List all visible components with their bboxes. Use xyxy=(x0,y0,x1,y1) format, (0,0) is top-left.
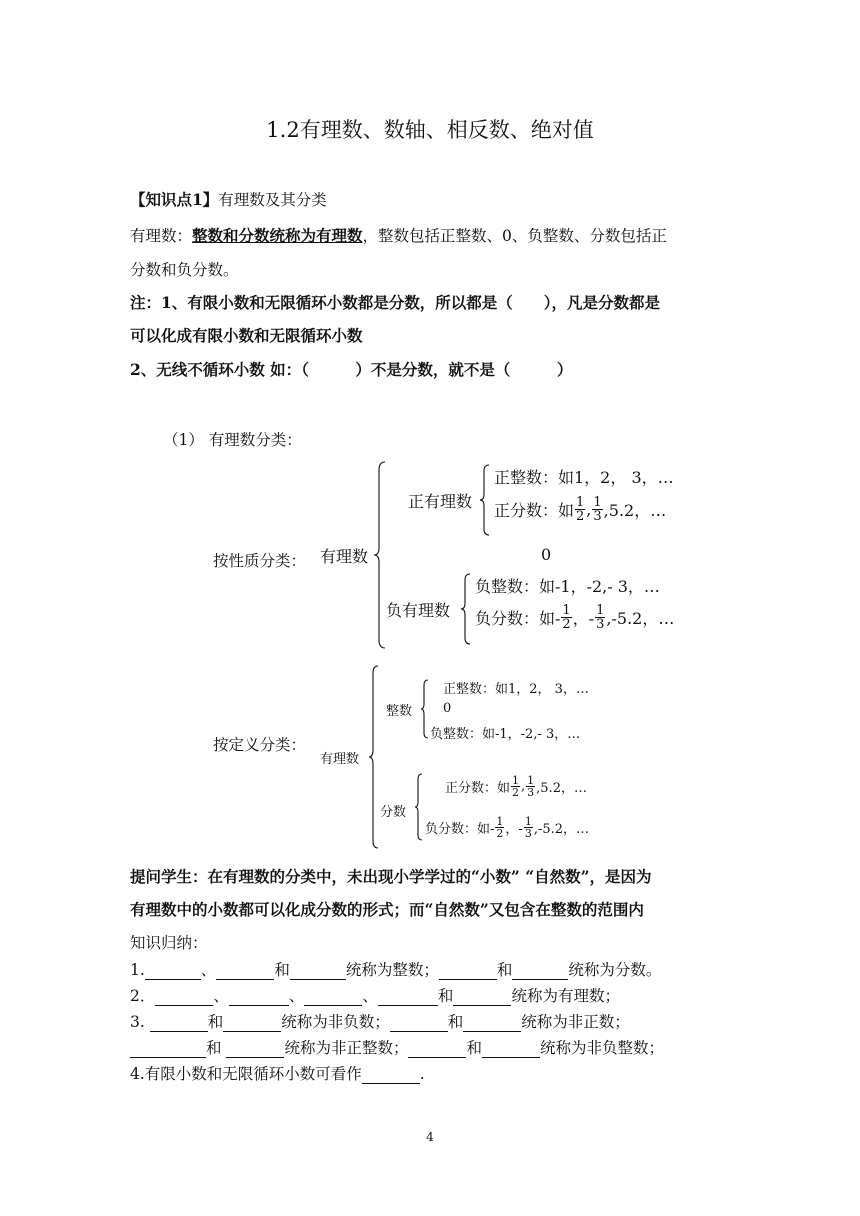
fraction-half xyxy=(495,816,504,839)
tree1-negative-brace xyxy=(460,572,472,646)
summary-line-5 xyxy=(130,1064,425,1084)
definition-lead: 有理数： xyxy=(130,227,193,245)
numerator: 1 xyxy=(496,815,504,828)
tree1-neg-frac xyxy=(475,604,674,631)
denominator: 2 xyxy=(512,786,520,799)
conjunction: 和 xyxy=(437,987,454,1005)
note-1a: 注：1、有限小数和无限循环小数都是分数，所以都是（ ），凡是分数都是 xyxy=(130,293,661,312)
fill-blank[interactable] xyxy=(463,1016,521,1032)
tree2-neg-frac-tail: ,-5.2，… xyxy=(533,822,590,837)
denominator: 3 xyxy=(524,827,532,840)
fill-blank[interactable] xyxy=(390,1016,448,1032)
by-definition-label: 按定义分类： xyxy=(213,736,307,754)
page-number: 4 xyxy=(426,1130,434,1144)
tree1-pos-frac: 正分数：如 $\frac{1}{2}$ , $\frac{1}{3}$ ,5.2，… xyxy=(494,495,667,524)
tree2-zero: 0 xyxy=(443,701,452,716)
summary-line-3 xyxy=(130,1012,630,1032)
summary-line-1 xyxy=(130,960,661,980)
tree1-pos-frac-lead: 正分数：如 xyxy=(494,501,575,520)
denominator: 3 xyxy=(596,617,605,632)
tree2-fraction-brace xyxy=(414,772,424,842)
conjunction: 和 xyxy=(447,1013,464,1031)
summary-text: 4.有限小数和无限循环小数可看作 xyxy=(130,1065,362,1083)
definition-rest: ，整数包括正整数、0、负整数、分数包括正 xyxy=(362,227,667,245)
fraction-half xyxy=(511,775,520,798)
tree1-pos-frac-tail: ,5.2，… xyxy=(603,501,667,520)
conjunction: 和 xyxy=(207,1013,224,1031)
fill-blank[interactable] xyxy=(290,964,346,980)
summary-text: . xyxy=(419,1065,425,1083)
conjunction: 和 xyxy=(274,961,290,979)
tree2-neg-int: 负整数：如-1，-2,- 3，… xyxy=(430,727,581,742)
item-number: 2． xyxy=(130,987,156,1005)
heading-text: 有理数及其分类 xyxy=(218,191,327,209)
fill-blank[interactable] xyxy=(150,1016,208,1032)
fraction-half xyxy=(575,496,585,523)
fill-blank[interactable] xyxy=(130,1042,206,1058)
tree2-pos-int: 正整数：如1，2， 3，… xyxy=(443,682,589,697)
fill-blank[interactable] xyxy=(453,990,511,1006)
numerator: 1 xyxy=(576,495,585,510)
tree1-neg-frac-tail: ,-5.2，… xyxy=(606,609,675,628)
heading-prefix: 【知识点1】 xyxy=(130,190,219,209)
summary-text: 统称为分数。 xyxy=(568,961,662,979)
fill-blank[interactable] xyxy=(439,964,497,980)
question-line-2: 有理数中的小数都可以化成分数的形式；而“自然数”又包含在整数的范围内 xyxy=(130,900,644,919)
numerator: 1 xyxy=(593,495,602,510)
tree2-pos-frac: 正分数：如 $\frac{1}{2}$ , $\frac{1}{3}$ ,5.2，… xyxy=(445,774,587,799)
definition-line xyxy=(130,226,667,246)
separator: 、 xyxy=(288,987,305,1005)
fill-blank[interactable] xyxy=(229,990,289,1006)
fill-blank[interactable] xyxy=(512,964,568,980)
tree1-neg-frac-mid: ，- xyxy=(572,609,595,628)
section-heading xyxy=(130,190,327,210)
tree1-neg-frac-lead: 负分数：如- xyxy=(475,609,561,628)
tree2-neg-frac-lead: 负分数：如- xyxy=(425,822,495,837)
fill-blank[interactable] xyxy=(378,990,438,1006)
fill-blank[interactable] xyxy=(482,1042,540,1058)
summary-text: 统称为非正数； xyxy=(521,1013,630,1031)
tree2-integer: 整数 xyxy=(386,704,413,719)
fill-blank[interactable] xyxy=(304,990,362,1006)
fraction-third xyxy=(526,775,535,798)
fraction-third xyxy=(592,496,602,523)
numerator: 1 xyxy=(527,774,535,787)
classify-label: （1） 有理数分类： xyxy=(163,431,302,449)
conjunction: 和 xyxy=(206,1039,227,1057)
denominator: 2 xyxy=(496,827,504,840)
summary-heading: 知识归纳： xyxy=(130,934,208,952)
fill-blank[interactable] xyxy=(155,990,213,1006)
summary-text: 统称为非负整数； xyxy=(539,1039,664,1057)
fraction-half xyxy=(561,604,571,631)
tree2-pos-frac-tail: ,5.2，… xyxy=(536,781,587,796)
separator: 、 xyxy=(362,987,378,1005)
tree1-zero: 0 xyxy=(541,545,552,564)
question-line-1: 提问学生：在有理数的分类中，未出现小学学过的“小数” “自然数”，是因为 xyxy=(130,867,652,886)
fill-blank[interactable] xyxy=(408,1042,466,1058)
item-number: 3. xyxy=(130,1013,150,1031)
tree1-negative: 负有理数 xyxy=(386,601,451,620)
tree1-positive-brace xyxy=(479,463,491,537)
summary-line-2 xyxy=(130,986,620,1006)
fraction-third xyxy=(595,604,605,631)
note-1b: 可以化成有限小数和无限循环小数 xyxy=(130,326,363,345)
summary-text: 统称为整数； xyxy=(345,961,439,979)
separator: 、 xyxy=(213,987,229,1005)
tree2-root: 有理数 xyxy=(320,752,360,767)
tree2-fraction: 分数 xyxy=(380,805,407,820)
tree2-neg-frac-mid: ，- xyxy=(505,822,523,837)
tree1-positive: 正有理数 xyxy=(408,492,473,511)
denominator: 3 xyxy=(593,509,602,524)
fill-blank[interactable] xyxy=(216,964,274,980)
numerator: 1 xyxy=(562,603,571,618)
definition-line-2: 分数和负分数。 xyxy=(130,261,239,279)
fill-blank[interactable] xyxy=(145,964,201,980)
tree2-pos-frac-lead: 正分数：如 xyxy=(445,781,511,796)
by-nature-label: 按性质分类： xyxy=(213,552,307,570)
numerator: 1 xyxy=(512,774,520,787)
tree1-root: 有理数 xyxy=(320,547,369,566)
summary-text: 统称为非正整数； xyxy=(284,1039,409,1057)
tree1-neg-int: 负整数：如-1，-2,- 3，… xyxy=(475,577,660,596)
fill-blank[interactable] xyxy=(223,1016,281,1032)
fraction-third xyxy=(524,816,533,839)
denominator: 2 xyxy=(576,509,585,524)
numerator: 1 xyxy=(524,815,532,828)
tree1-pos-int: 正整数：如1，2， 3，… xyxy=(494,468,674,487)
tree2-neg-frac xyxy=(425,816,589,839)
tree2-integer-brace xyxy=(420,678,430,740)
separator: 、 xyxy=(200,961,217,979)
tree1-root-brace xyxy=(373,460,387,650)
conjunction: 和 xyxy=(496,961,513,979)
conjunction: 和 xyxy=(466,1039,482,1057)
note-2: 2、无线不循环小数 如：（ ）不是分数，就不是（ ） xyxy=(130,360,573,379)
numerator: 1 xyxy=(596,603,605,618)
summary-text: 统称为非负数； xyxy=(281,1013,390,1031)
page-title: 1.2有理数、数轴、相反数、绝对值 xyxy=(266,118,594,142)
summary-line-4 xyxy=(130,1038,664,1058)
tree2-root-brace xyxy=(368,664,380,850)
definition-key: 整数和分数统称为有理数 xyxy=(192,226,363,245)
fill-blank[interactable] xyxy=(226,1042,284,1058)
item-number: 1. xyxy=(130,961,145,979)
denominator: 2 xyxy=(562,617,571,632)
fill-blank[interactable] xyxy=(362,1068,420,1084)
denominator: 3 xyxy=(527,786,535,799)
summary-text: 统称为有理数； xyxy=(511,987,620,1005)
